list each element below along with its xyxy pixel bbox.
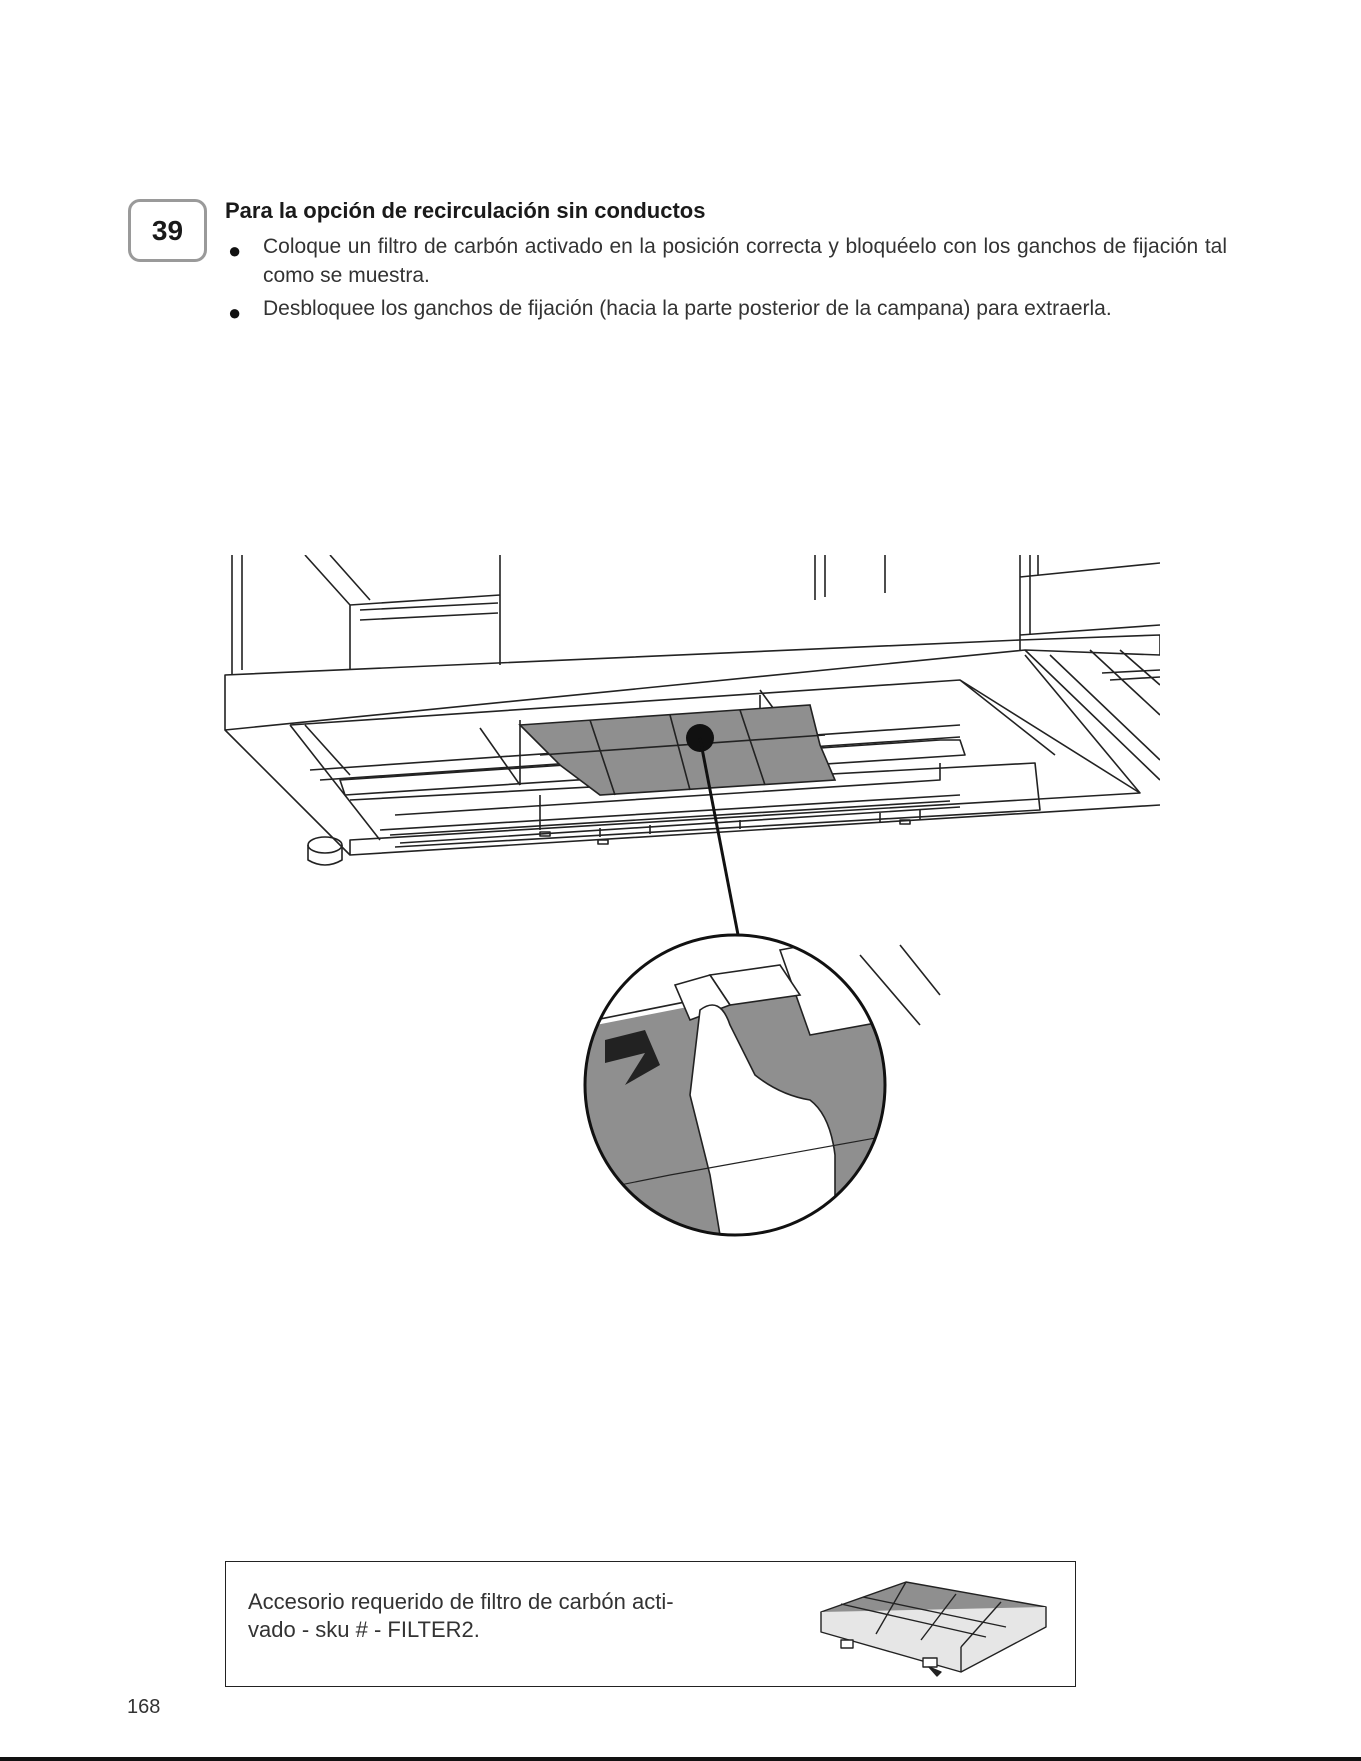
accessory-text: Accesorio requerido de filtro de carbón acti-vado - sku # - FILTER2. xyxy=(248,1589,674,1642)
step-number: 39 xyxy=(151,214,184,246)
page-number: 168 xyxy=(127,1696,161,1718)
instruction-text: Desbloquee los ganchos de fijación (hacia la parte posterior de la campana) para extraerla. xyxy=(263,297,1112,320)
bullet-icon: ● xyxy=(228,238,242,263)
accessory-note-box xyxy=(225,1561,1076,1687)
carbon-filter-icon xyxy=(811,1572,1056,1682)
step-title: Para la opción de recirculación sin conductos xyxy=(225,198,706,223)
instruction-item xyxy=(225,232,1227,290)
page-bottom-rule xyxy=(0,1757,1361,1761)
instruction-text: Coloque un filtro de carbón activado en la posición correcta y bloquéelo con los ganchos de fijación tal como se muestra. xyxy=(263,235,1227,287)
step-number-badge xyxy=(128,199,207,262)
instruction-item xyxy=(225,294,1227,323)
bullet-icon: ● xyxy=(228,300,242,325)
instruction-list xyxy=(225,232,1227,327)
range-hood-filter-illustration xyxy=(220,555,1160,1265)
